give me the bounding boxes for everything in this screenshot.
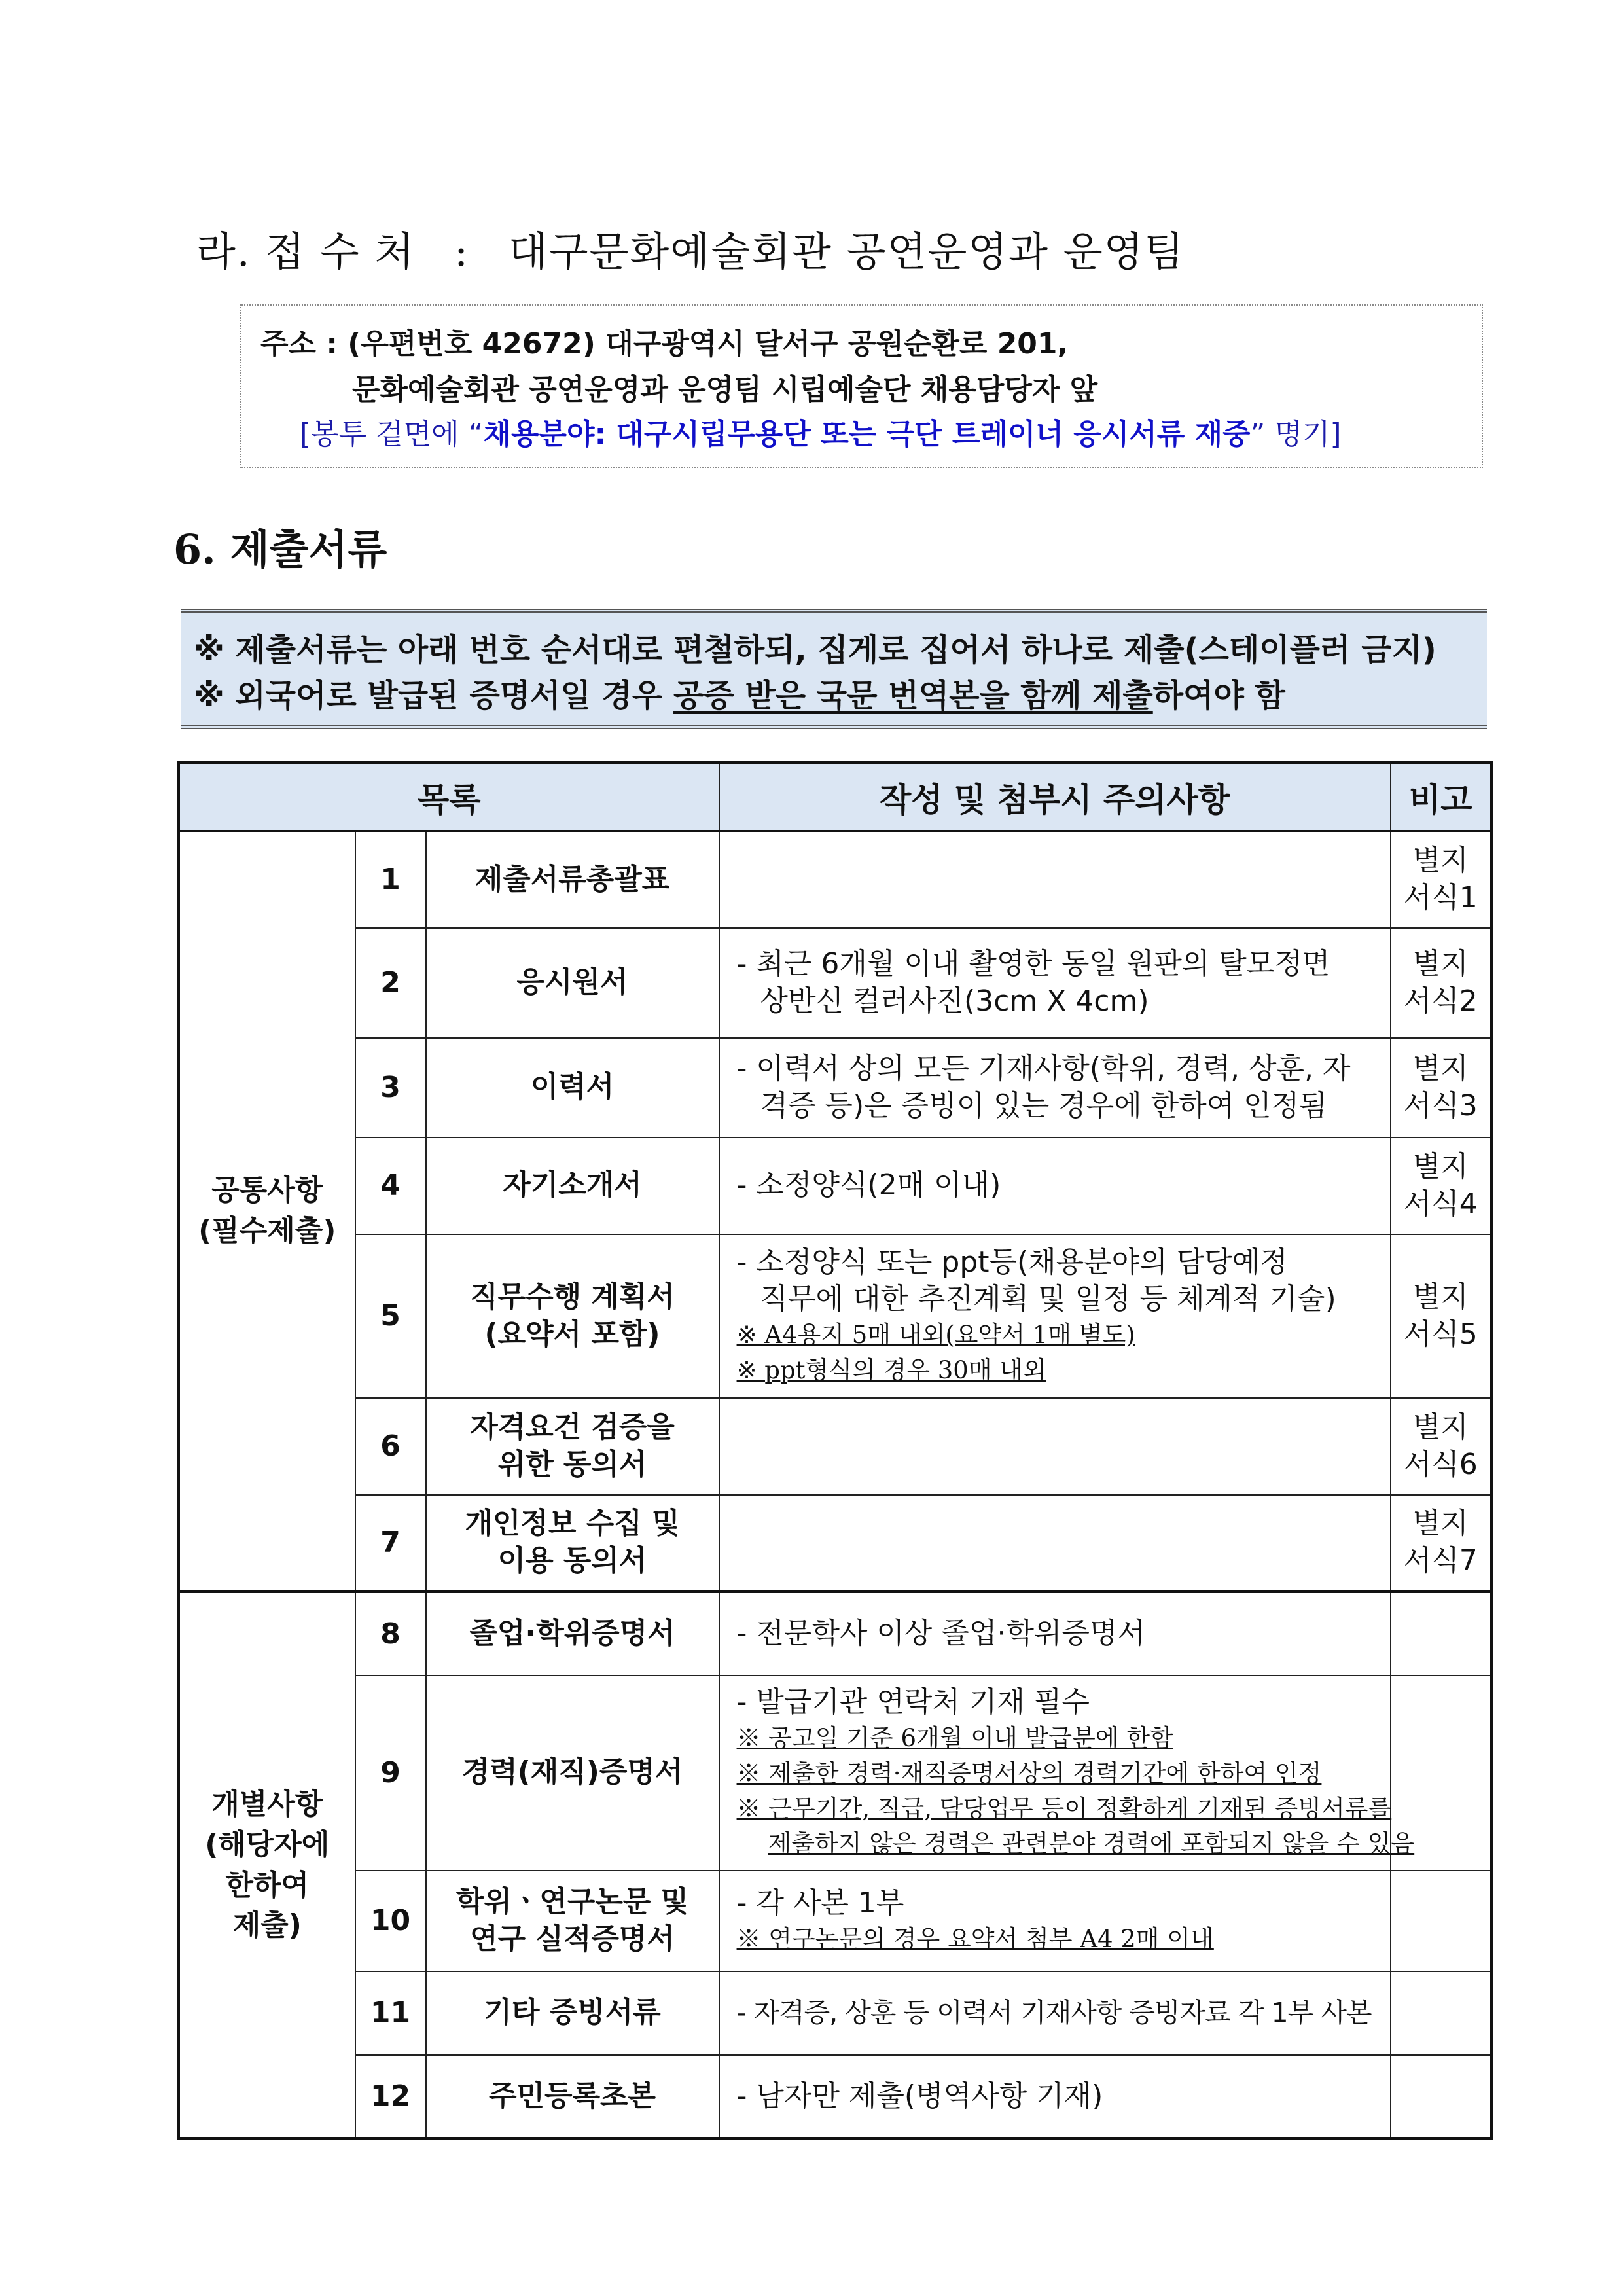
envelope-note-strong: 채용분야: 대구시립무용단 또는 극단 트레이너 응시서류 재중 xyxy=(483,418,1251,451)
address-line-1: 주소 : (우편번호 42672) 대구광역시 달서구 공원순환로 201, xyxy=(260,327,1069,361)
header-notes: 작성 및 첨부시 주의사항 xyxy=(719,763,1391,831)
row-notes xyxy=(719,2055,1391,2139)
note-sub-line: ※ 연구논문의 경우 요약서 첨부 A4 2매 이내 xyxy=(736,1924,1214,1953)
table-row xyxy=(179,1398,1492,1495)
row-document-name: 기타 증빙서류 xyxy=(426,1971,719,2055)
note-line: - 자격증, 상훈 등 이력서 기재사항 증빙자료 각 1부 사본 xyxy=(736,1997,1372,2029)
row-remark xyxy=(1391,1592,1492,1676)
address-box xyxy=(240,304,1483,468)
table-row xyxy=(179,1871,1492,1971)
envelope-note-suffix: ” 명기] xyxy=(1250,418,1342,451)
row-number: 12 xyxy=(355,2055,426,2139)
note-sub-line: ※ 공고일 기준 6개월 이내 발급분에 한함 xyxy=(736,1724,1173,1753)
row-remark: 별지 서식6 xyxy=(1391,1398,1492,1495)
row-number: 8 xyxy=(355,1592,426,1676)
table-row xyxy=(179,1676,1492,1871)
row-document-name: 개인정보 수집 및 이용 동의서 xyxy=(426,1495,719,1592)
note-line: - 소정양식 또는 ppt등(채용분야의 담당예정 xyxy=(736,1245,1288,1279)
row-notes xyxy=(719,831,1391,928)
address-line-2: 문화예술회관 공연운영과 운영팀 시립예술단 채용담당자 앞 xyxy=(352,373,1098,406)
table-row xyxy=(179,1234,1492,1398)
notice-line-2-underlined: 공증 받은 국문 번역본을 함께 제출 xyxy=(673,677,1153,714)
reception-value: 대구문화예술회관 공연운영과 운영팀 xyxy=(508,228,1185,276)
row-notes xyxy=(719,1971,1391,2055)
note-line: 격증 등)은 증빙이 있는 경우에 한하여 인정됨 xyxy=(760,1088,1327,1122)
section-title-text: 제출서류 xyxy=(230,526,387,573)
row-remark: 별지 서식5 xyxy=(1391,1234,1492,1398)
note-sub-line: ※ 제출한 경력·재직증명서상의 경력기간에 한하여 인정 xyxy=(736,1759,1322,1788)
note-line: 상반신 컬러사진(3cm X 4cm) xyxy=(760,984,1149,1018)
table-row xyxy=(179,928,1492,1038)
row-document-name: 주민등록초본 xyxy=(426,2055,719,2139)
row-notes xyxy=(719,1495,1391,1592)
row-number: 3 xyxy=(355,1038,426,1138)
envelope-note xyxy=(300,410,1342,452)
row-notes xyxy=(719,1234,1391,1398)
note-line: - 소정양식(2매 이내) xyxy=(736,1168,1001,1202)
row-document-name: 경력(재직)증명서 xyxy=(426,1676,719,1871)
row-number: 6 xyxy=(355,1398,426,1495)
row-document-name: 응시원서 xyxy=(426,928,719,1038)
group-individual-label: 개별사항 (해당자에 한하여 제출) xyxy=(205,1787,330,1943)
row-document-name: 자기소개서 xyxy=(426,1138,719,1234)
notice-box xyxy=(181,609,1487,729)
group-individual xyxy=(179,1592,355,2139)
envelope-note-prefix: [봉투 겉면에 “ xyxy=(300,418,484,451)
reception-label: 라. 접 수 처 xyxy=(196,228,416,276)
group-common xyxy=(179,831,355,1592)
row-number: 7 xyxy=(355,1495,426,1592)
row-number: 1 xyxy=(355,831,426,928)
row-document-name: 제출서류총괄표 xyxy=(426,831,719,928)
row-document-name: 직무수행 계획서 (요약서 포함) xyxy=(426,1234,719,1398)
row-notes xyxy=(719,1138,1391,1234)
table-header-row xyxy=(179,763,1492,831)
row-document-name: 졸업·학위증명서 xyxy=(426,1592,719,1676)
row-notes xyxy=(719,1871,1391,1971)
note-sub-line: ※ ppt형식의 경우 30매 내외 xyxy=(736,1355,1046,1384)
header-remarks: 비고 xyxy=(1391,763,1492,831)
table-row xyxy=(179,1971,1492,2055)
row-notes xyxy=(719,1038,1391,1138)
notice-line-2-post: 하여야 함 xyxy=(1152,677,1285,714)
row-document-name: 이력서 xyxy=(426,1038,719,1138)
row-document-name: 학위ㆍ연구논문 및 연구 실적증명서 xyxy=(426,1871,719,1971)
row-notes xyxy=(719,1676,1415,1871)
row-notes xyxy=(719,1592,1391,1676)
documents-table xyxy=(177,761,1493,2140)
note-line: - 남자만 제출(병역사항 기재) xyxy=(736,2079,1103,2113)
row-remark: 별지 서식3 xyxy=(1391,1038,1492,1138)
row-remark xyxy=(1391,1871,1492,1971)
note-sub-line: ※ 근무기간, 직급, 담당업무 등이 정확하게 기재된 증빙서류를 xyxy=(736,1794,1392,1823)
note-line: - 최근 6개월 이내 촬영한 동일 원판의 탈모정면 xyxy=(736,947,1330,981)
note-sub-line: 제출하지 않은 경력은 관련분야 경력에 포함되지 않을 수 있음 xyxy=(768,1829,1415,1858)
note-line: - 전문학사 이상 졸업·학위증명서 xyxy=(736,1617,1145,1651)
row-remark: 별지 서식1 xyxy=(1391,831,1492,928)
header-list: 목록 xyxy=(179,763,719,831)
row-number: 2 xyxy=(355,928,426,1038)
row-number: 5 xyxy=(355,1234,426,1398)
note-line: - 발급기관 연락처 기재 필수 xyxy=(736,1685,1090,1719)
row-notes xyxy=(719,1398,1391,1495)
row-document-name: 자격요건 검증을 위한 동의서 xyxy=(426,1398,719,1495)
note-sub-line: ※ A4용지 5매 내외(요약서 1매 별도) xyxy=(736,1321,1135,1350)
row-number: 10 xyxy=(355,1871,426,1971)
section-title xyxy=(173,517,387,575)
row-remark xyxy=(1391,2055,1492,2139)
table-row xyxy=(179,1592,1492,1676)
row-number: 9 xyxy=(355,1676,426,1871)
table-row xyxy=(179,1495,1492,1592)
notice-line-2-pre: ※ 외국어로 발급된 증명서일 경우 xyxy=(194,677,674,714)
group-common-label: 공통사항 (필수제출) xyxy=(198,1174,336,1247)
row-remark: 별지 서식4 xyxy=(1391,1138,1492,1234)
notice-line-2 xyxy=(194,670,1285,715)
row-remark: 별지 서식7 xyxy=(1391,1495,1492,1592)
table-row xyxy=(179,831,1492,928)
row-number: 4 xyxy=(355,1138,426,1234)
row-number: 11 xyxy=(355,1971,426,2055)
note-line: 직무에 대한 추진계획 및 일정 등 체계적 기술) xyxy=(760,1282,1336,1316)
row-notes xyxy=(719,928,1391,1038)
note-line: - 이력서 상의 모든 기재사항(학위, 경력, 상훈, 자 xyxy=(736,1052,1351,1086)
reception-colon: : xyxy=(454,228,470,276)
row-remark: 별지 서식2 xyxy=(1391,928,1492,1038)
row-remark xyxy=(1391,1971,1492,2055)
note-line: - 각 사본 1부 xyxy=(736,1886,904,1920)
table-row xyxy=(179,1138,1492,1234)
notice-line-1: ※ 제출서류는 아래 번호 순서대로 편철하되, 집게로 집어서 하나로 제출(스테이플러 금지) xyxy=(194,632,1436,668)
section-number: 6. xyxy=(173,526,216,573)
table-row xyxy=(179,1038,1492,1138)
reception-heading xyxy=(196,219,1185,278)
table-row xyxy=(179,2055,1492,2139)
